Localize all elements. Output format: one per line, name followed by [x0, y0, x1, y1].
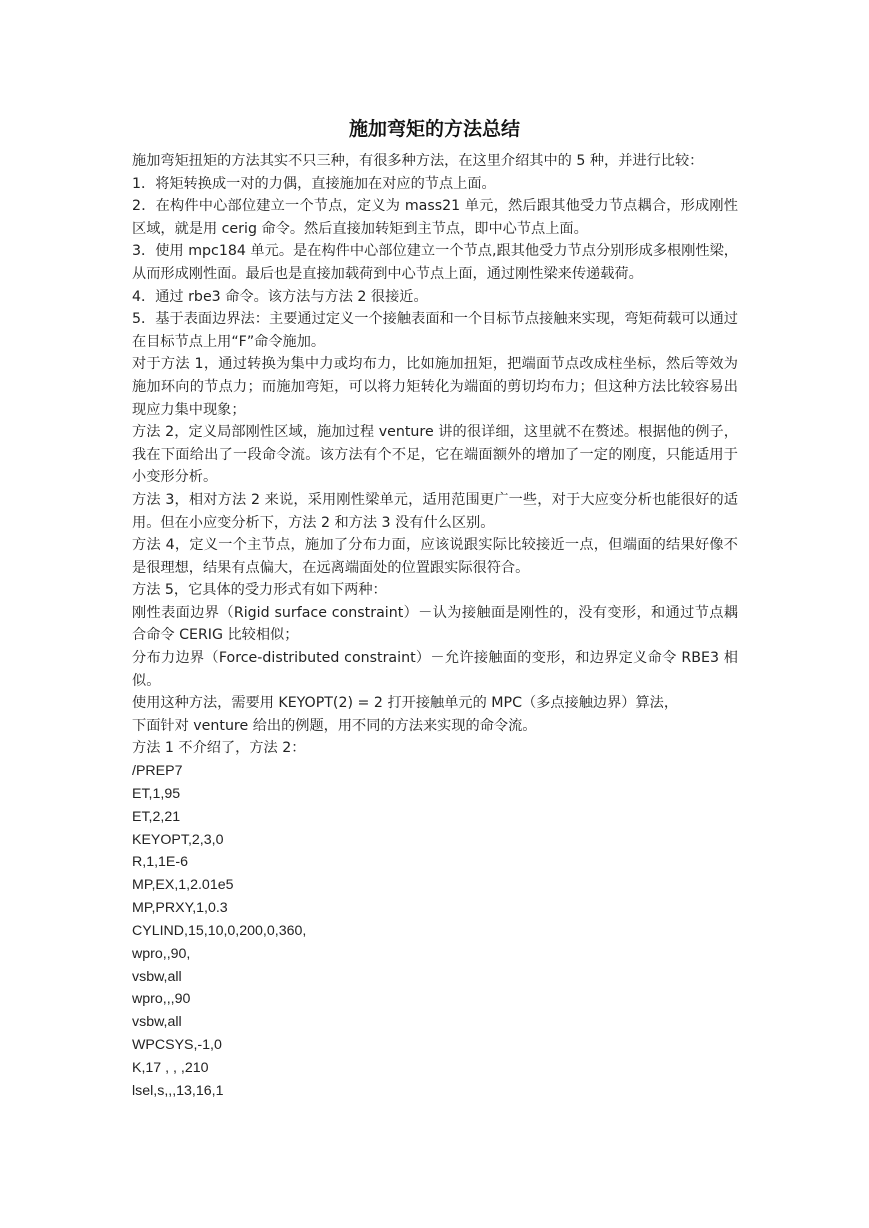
command-line: wpro,,,90	[132, 991, 191, 1008]
command-line: /PREP7	[132, 763, 183, 780]
paragraph-discussion-2: 方法 2，定义局部刚性区域，施加过程 venture 讲的很详细，这里就不在赘述。根据他的例子，我在下面给出了一段命令流。该方法有个不足，它在端面额外的增加了一定的刚度，只能适用于小变形分析。	[132, 424, 738, 486]
paragraph-method-2: 2．在构件中心部位建立一个节点，定义为 mass21 单元，然后跟其他受力节点耦合，形成刚性区域，就是用 cerig 命令。然后直接加转矩到主节点，即中心节点上面。	[132, 198, 738, 237]
paragraph-discussion-1: 对于方法 1，通过转换为集中力或均布力，比如施加扭矩，把端面节点改成柱坐标，然后等效为施加环向的节点力；而施加弯矩，可以将力矩转化为端面的剪切均布力；但这种方法比较容易出现应力集中现象；	[132, 356, 738, 418]
command-line: K,17 , , ,210	[132, 1060, 209, 1076]
paragraph-method-4: 4．通过 rbe3 命令。该方法与方法 2 很接近。	[132, 288, 428, 305]
paragraph-example-intro: 下面针对 venture 给出的例题，用不同的方法来实现的命令流。	[132, 717, 537, 734]
command-line: MP,PRXY,1,0.3	[132, 900, 228, 917]
paragraph-intro: 施加弯矩扭矩的方法其实不只三种，有很多种方法，在这里介绍其中的 5 种，并进行比较：	[132, 153, 704, 169]
paragraph-method-3: 3．使用 mpc184 单元。是在构件中心部位建立一个节点,跟其他受力节点分别形成多根刚性梁，从而形成刚性面。最后也是直接加载荷到中心节点上面，通过刚性梁来传递载荷。	[132, 243, 738, 282]
command-line: ET,1,95	[132, 785, 181, 802]
command-line: MP,EX,1,2.01e5	[132, 877, 234, 894]
command-line: vsbw,all	[132, 968, 182, 985]
paragraph-method-1: 1．将矩转换成一对的力偶，直接施加在对应的节点上面。	[132, 175, 496, 192]
command-line: WPCSYS,-1,0	[132, 1037, 222, 1054]
paragraph-keyopt: 使用这种方法，需要用 KEYOPT(2) = 2 打开接触单元的 MPC（多点接触边界）算法，	[132, 695, 679, 712]
command-line: R,1,1E-6	[132, 854, 188, 871]
command-line: lsel,s,,,13,16,1	[132, 1082, 224, 1099]
paragraph-method-2-heading: 方法 1 不介绍了，方法 2：	[132, 740, 306, 757]
paragraph-discussion-3: 方法 3，相对方法 2 来说，采用刚性梁单元，适用范围更广一些，对于大应变分析也能很好的适用。但在小应变分析下，方法 2 和方法 3 没有什么区别。	[132, 491, 738, 531]
paragraph-rigid-surface: 刚性表面边界（Rigid surface constraint）－认为接触面是刚性的，没有变形，和通过节点耦合命令 CERIG 比较相似；	[132, 604, 738, 644]
command-line: vsbw,all	[132, 1014, 182, 1031]
command-line: ET,2,21	[132, 808, 181, 825]
command-line: wpro,,90,	[132, 945, 191, 962]
document-body	[132, 150, 738, 1103]
command-stream	[132, 760, 738, 1103]
paragraph-method-5: 5．基于表面边界法：主要通过定义一个接触表面和一个目标节点接触来实现，弯矩荷载可以通过在目标节点上用“F”命令施加。	[132, 311, 738, 350]
command-line: KEYOPT,2,3,0	[132, 831, 224, 848]
paragraph-discussion-4: 方法 4，定义一个主节点，施加了分布力面，应该说跟实际比较接近一点，但端面的结果好像不是很理想，结果有点偏大，在远离端面处的位置跟实际很符合。	[132, 537, 738, 576]
document-title: 施加弯矩的方法总结	[348, 118, 520, 140]
paragraph-force-distributed: 分布力边界（Force-distributed constraint）－允许接触面的变形，和边界定义命令 RBE3 相似。	[132, 650, 738, 689]
command-line: CYLIND,15,10,0,200,0,360,	[132, 922, 307, 939]
paragraph-discussion-5: 方法 5，它具体的受力形式有如下两种：	[132, 582, 387, 599]
